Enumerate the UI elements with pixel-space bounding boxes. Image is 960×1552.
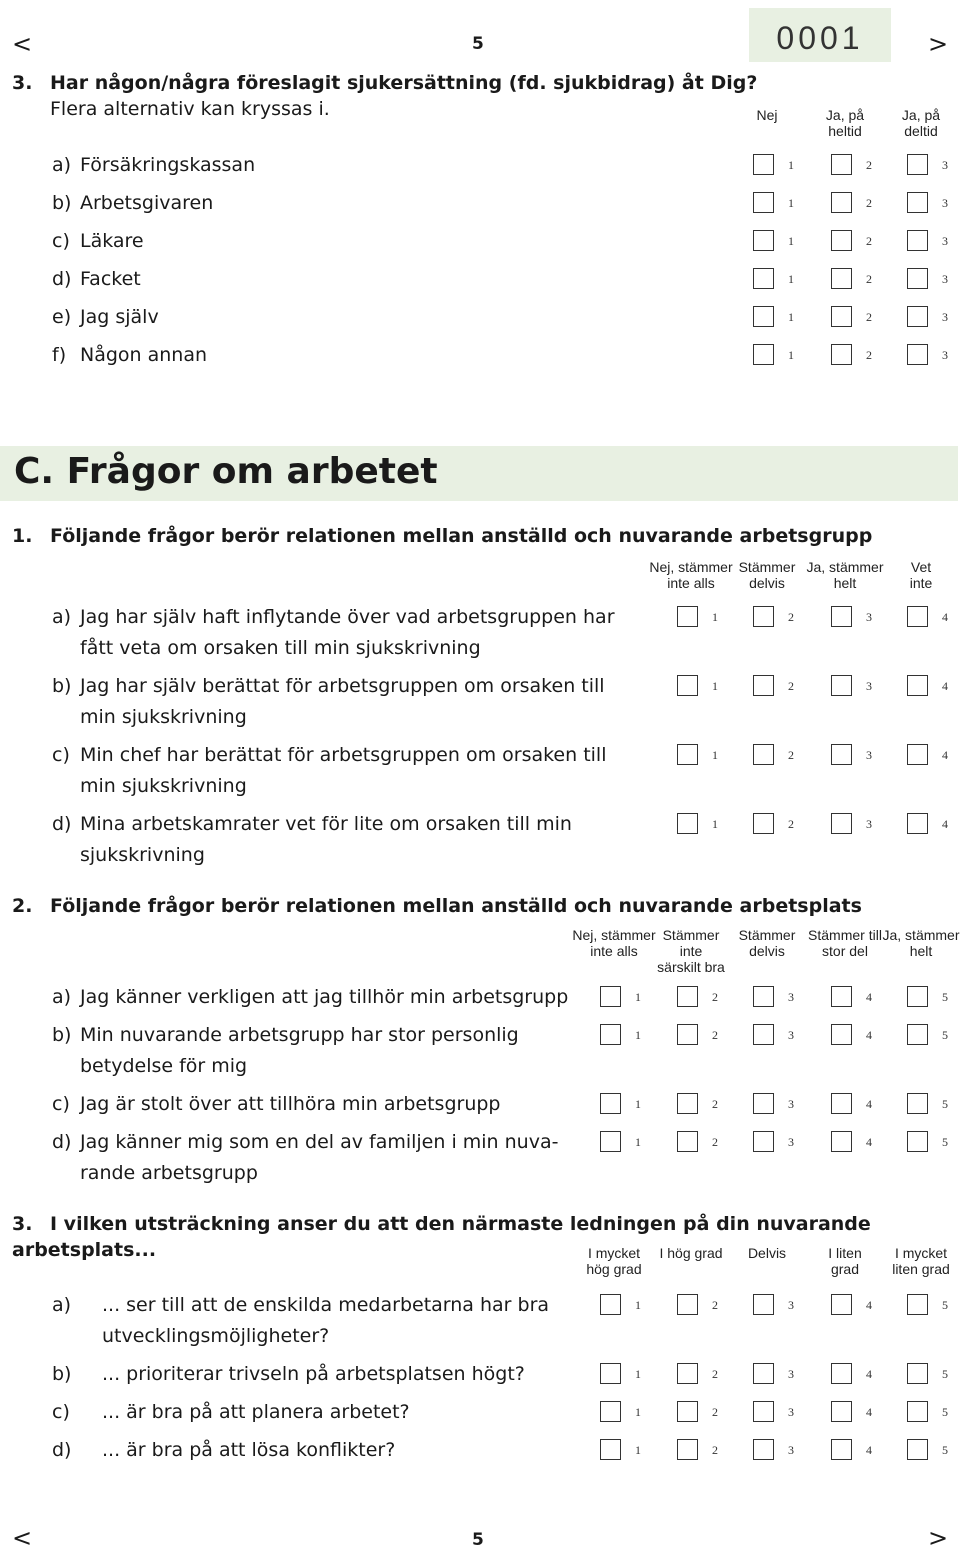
q3-col-header-line: I hög grad <box>659 1245 723 1261</box>
q2-option-number: 5 <box>942 1028 948 1042</box>
q3top-item-f <box>52 340 652 371</box>
q2-option-number: 2 <box>712 1028 718 1042</box>
q1-option-number: 2 <box>788 610 794 624</box>
q2-item-b-option-1-checkbox[interactable] <box>600 1024 621 1045</box>
q3-item-d-option-1-checkbox[interactable] <box>600 1439 621 1460</box>
q2-item-text: Min nuvarande arbetsgrupp har stor personlig <box>80 1024 519 1046</box>
q1-item-d-option-2-checkbox[interactable] <box>753 813 774 834</box>
q2-item-a <box>52 982 592 1013</box>
q1-option-number: 3 <box>866 748 872 762</box>
q2-item-text: betydelse för mig <box>80 1055 248 1077</box>
q1-col-header-line: inte alls <box>667 575 715 591</box>
q1-option-number: 4 <box>942 610 948 624</box>
q2-item-b-option-5-checkbox[interactable] <box>907 1024 928 1045</box>
q3top-item-e-option-1-checkbox[interactable] <box>753 306 774 327</box>
q1-item-text: Jag har själv berättat för arbetsgruppen om orsaken till <box>80 675 605 697</box>
q3-item-d-option-3-checkbox[interactable] <box>753 1439 774 1460</box>
q3-item-label: a) <box>52 1294 72 1316</box>
prev-page-arrow-bottom[interactable]: < <box>12 1524 33 1552</box>
q1-col-header-line: Vet <box>910 559 932 575</box>
q3-item-b-option-5-checkbox[interactable] <box>907 1363 928 1384</box>
q3top-item-a-option-2-checkbox[interactable] <box>831 154 852 175</box>
q2-item-d <box>52 1127 592 1189</box>
page-number-top: 5 <box>472 34 484 54</box>
q2-option-number: 2 <box>712 1097 718 1111</box>
q2-item-b-option-3-checkbox[interactable] <box>753 1024 774 1045</box>
q1-item-c-option-1-checkbox[interactable] <box>677 744 698 765</box>
q1-item-c-option-4-checkbox[interactable] <box>907 744 928 765</box>
q3top-col-header-line: Ja, på <box>825 107 865 123</box>
q3-col-header-line: Delvis <box>747 1245 787 1261</box>
q3-col-header-line: grad <box>830 1261 860 1277</box>
q3-item-text: utvecklingsmöjligheter? <box>102 1325 330 1347</box>
q3-item-c-option-5-checkbox[interactable] <box>907 1401 928 1422</box>
q3-item-d <box>52 1435 592 1466</box>
q2-option-number: 3 <box>788 1097 794 1111</box>
q3-item-c-option-4-checkbox[interactable] <box>831 1401 852 1422</box>
q2-item-d-option-1-checkbox[interactable] <box>600 1131 621 1152</box>
q3-item-text: ... är bra på att lösa konflikter? <box>102 1439 396 1461</box>
q1-item-d <box>52 809 652 871</box>
q3-option-number: 5 <box>942 1443 948 1457</box>
q3-option-number: 1 <box>635 1405 641 1419</box>
q3-item-a-option-1-checkbox[interactable] <box>600 1294 621 1315</box>
q1-option-number: 4 <box>942 817 948 831</box>
q3-option-number: 2 <box>712 1405 718 1419</box>
q3-item-c-option-2-checkbox[interactable] <box>677 1401 698 1422</box>
q2-option-number: 3 <box>788 1028 794 1042</box>
q3-item-text: ... är bra på att planera arbetet? <box>102 1401 410 1423</box>
q3top-item-a <box>52 150 652 181</box>
q3-col-header-line: I liten <box>828 1245 862 1261</box>
q3-option-number: 3 <box>788 1443 794 1457</box>
q2-option-number: 3 <box>788 1135 794 1149</box>
q3-col-header-line: hög grad <box>586 1261 642 1277</box>
q2-option-number: 5 <box>942 1097 948 1111</box>
q3-item-text: ... ser till att de enskilda medarbetarna har bra <box>102 1294 550 1316</box>
q2-option-number: 1 <box>635 1028 641 1042</box>
q3-option-number: 1 <box>635 1443 641 1457</box>
q3-col-header-line: liten grad <box>892 1261 950 1277</box>
q3-item-c <box>52 1397 592 1428</box>
q1-option-number: 4 <box>942 679 948 693</box>
q3top-item-a-option-3-checkbox[interactable] <box>907 154 928 175</box>
q1-item-text: min sjukskrivning <box>80 775 247 797</box>
q1-item-a-option-1-checkbox[interactable] <box>677 606 698 627</box>
q2-item-text: rande arbetsgrupp <box>80 1162 258 1184</box>
q2-item-text: Jag känner verkligen att jag tillhör min arbetsgrupp <box>80 986 569 1008</box>
q3-item-text: ... prioriterar trivseln på arbetsplatsen högt? <box>102 1363 525 1385</box>
q1-option-number: 1 <box>712 817 718 831</box>
q3top-option-number: 1 <box>788 196 794 210</box>
page-number-bottom: 5 <box>472 1530 484 1550</box>
q1-item-b <box>52 671 652 733</box>
q3-option-number: 2 <box>712 1367 718 1381</box>
q1-item-a-option-4-checkbox[interactable] <box>907 606 928 627</box>
q2-item-a-option-3-checkbox[interactable] <box>753 986 774 1007</box>
q2-title <box>12 893 862 919</box>
q3top-item-text: Arbetsgivaren <box>80 192 214 214</box>
q1-item-a <box>52 602 652 664</box>
q3top-col-header-line: Ja, på <box>901 107 941 123</box>
q1-option-number: 3 <box>866 679 872 693</box>
q1-item-text: Min chef har berättat för arbetsgruppen om orsaken till <box>80 744 607 766</box>
q3-item-a-option-2-checkbox[interactable] <box>677 1294 698 1315</box>
q2-item-c-option-3-checkbox[interactable] <box>753 1093 774 1114</box>
q2-col-header-line: särskilt bra <box>657 959 725 975</box>
q2-col-header-line: helt <box>909 943 933 959</box>
q1-item-b-option-4-checkbox[interactable] <box>907 675 928 696</box>
q2-option-number: 4 <box>866 1135 872 1149</box>
q3top-option-number: 3 <box>942 158 948 172</box>
q1-item-text: fått veta om orsaken till min sjukskrivning <box>80 637 481 659</box>
q1-col-header-4 <box>861 559 960 591</box>
section-c-title: C. Frågor om arbetet <box>14 451 438 492</box>
q1-item-text: min sjukskrivning <box>80 706 247 728</box>
q3-item-b-option-1-checkbox[interactable] <box>600 1363 621 1384</box>
q2-item-text: Jag är stolt över att tillhöra min arbetsgrupp <box>80 1093 501 1115</box>
q2-option-number: 5 <box>942 990 948 1004</box>
q3top-option-number: 2 <box>866 234 872 248</box>
q3top-item-e <box>52 302 652 333</box>
q3top-item-label: d) <box>52 268 72 290</box>
q3top-item-b-option-1-checkbox[interactable] <box>753 192 774 213</box>
q3top-option-number: 2 <box>866 310 872 324</box>
q3top-option-number: 1 <box>788 158 794 172</box>
q1-item-c-option-3-checkbox[interactable] <box>831 744 852 765</box>
q3-item-b-option-2-checkbox[interactable] <box>677 1363 698 1384</box>
q1-item-b-option-1-checkbox[interactable] <box>677 675 698 696</box>
q2-item-d-option-2-checkbox[interactable] <box>677 1131 698 1152</box>
q3top-option-number: 2 <box>866 158 872 172</box>
q1-option-number: 3 <box>866 610 872 624</box>
q3top-item-label: a) <box>52 154 72 176</box>
q1-item-label: d) <box>52 813 72 835</box>
q1-item-c <box>52 740 652 802</box>
q2-col-header-line: Nej, stämmer <box>572 927 656 943</box>
q3-option-number: 3 <box>788 1298 794 1312</box>
q3top-item-b-option-2-checkbox[interactable] <box>831 192 852 213</box>
q2-col-header-line: Stämmer <box>738 927 796 943</box>
q1-col-header-line: Nej, stämmer <box>649 559 733 575</box>
q2-col-header-line: Ja, stämmer <box>882 927 960 943</box>
q1-option-number: 4 <box>942 748 948 762</box>
q2-item-label: b) <box>52 1024 72 1046</box>
q3-col-header-line: I mycket <box>587 1245 641 1261</box>
q2-item-b-option-2-checkbox[interactable] <box>677 1024 698 1045</box>
q1-item-d-option-3-checkbox[interactable] <box>831 813 852 834</box>
q3top-title <box>12 70 757 96</box>
q3-col-header-5 <box>861 1245 960 1277</box>
q3-item-c-option-3-checkbox[interactable] <box>753 1401 774 1422</box>
q3-number: 3. <box>12 1213 33 1235</box>
q3top-item-label: b) <box>52 192 72 214</box>
q2-item-text: Jag känner mig som en del av familjen i min nuva- <box>80 1131 559 1153</box>
q3top-item-text: Jag själv <box>80 306 159 328</box>
q3-item-a <box>52 1290 592 1352</box>
q2-option-number: 4 <box>866 1097 872 1111</box>
q2-item-b-option-4-checkbox[interactable] <box>831 1024 852 1045</box>
q3-item-label: d) <box>52 1439 72 1461</box>
q3-item-c-option-1-checkbox[interactable] <box>600 1401 621 1422</box>
form-code: 0001 <box>776 20 864 56</box>
q3-option-number: 1 <box>635 1367 641 1381</box>
q3-item-d-option-5-checkbox[interactable] <box>907 1439 928 1460</box>
q2-option-number: 1 <box>635 1097 641 1111</box>
q3top-option-number: 2 <box>866 272 872 286</box>
q3top-item-e-option-3-checkbox[interactable] <box>907 306 928 327</box>
q1-option-number: 2 <box>788 679 794 693</box>
q2-col-header-line: delvis <box>749 943 785 959</box>
q1-item-text: sjukskrivning <box>80 844 205 866</box>
q1-item-text: Mina arbetskamrater vet för lite om orsaken till min <box>80 813 572 835</box>
q1-title <box>12 523 872 549</box>
q3-item-a-option-5-checkbox[interactable] <box>907 1294 928 1315</box>
q2-option-number: 5 <box>942 1135 948 1149</box>
q2-item-label: d) <box>52 1131 72 1153</box>
q2-item-a-option-2-checkbox[interactable] <box>677 986 698 1007</box>
q3top-option-number: 2 <box>866 196 872 210</box>
q2-option-number: 1 <box>635 1135 641 1149</box>
q1-item-a-option-3-checkbox[interactable] <box>831 606 852 627</box>
next-page-arrow[interactable]: > <box>928 30 949 58</box>
q1-title-text: Följande frågor berör relationen mellan anställd och nuvarande arbetsgrupp <box>50 525 873 547</box>
q2-item-a-option-5-checkbox[interactable] <box>907 986 928 1007</box>
q3top-item-text: Facket <box>80 268 141 290</box>
q3top-subtitle: Flera alternativ kan kryssas i. <box>50 98 330 120</box>
q3top-col-header-3 <box>861 107 960 139</box>
q2-item-c-option-4-checkbox[interactable] <box>831 1093 852 1114</box>
q2-item-b <box>52 1020 592 1082</box>
q2-col-header-5 <box>861 927 960 959</box>
q2-number: 2. <box>12 895 33 917</box>
q3top-option-number: 3 <box>942 272 948 286</box>
q2-item-c-option-5-checkbox[interactable] <box>907 1093 928 1114</box>
q3top-col-header-line: Nej <box>756 107 778 123</box>
q3-item-d-option-4-checkbox[interactable] <box>831 1439 852 1460</box>
q3top-item-b-option-3-checkbox[interactable] <box>907 192 928 213</box>
q3top-option-number: 1 <box>788 310 794 324</box>
q2-col-header-line: Stämmer till <box>808 927 882 943</box>
q3top-item-label: f) <box>52 344 67 366</box>
q1-number: 1. <box>12 525 33 547</box>
q1-item-c-option-2-checkbox[interactable] <box>753 744 774 765</box>
q1-item-a-option-2-checkbox[interactable] <box>753 606 774 627</box>
q2-col-header-line: Stämmer <box>662 927 720 943</box>
q3-item-a-option-4-checkbox[interactable] <box>831 1294 852 1315</box>
q3-option-number: 5 <box>942 1367 948 1381</box>
q2-item-d-option-3-checkbox[interactable] <box>753 1131 774 1152</box>
next-page-arrow-bottom[interactable]: > <box>928 1524 949 1552</box>
q2-option-number: 1 <box>635 990 641 1004</box>
q1-option-number: 1 <box>712 610 718 624</box>
q3top-item-c <box>52 226 652 257</box>
q2-item-c-option-1-checkbox[interactable] <box>600 1093 621 1114</box>
q3top-option-number: 1 <box>788 348 794 362</box>
q2-col-header-line: inte alls <box>590 943 638 959</box>
q1-item-b-option-2-checkbox[interactable] <box>753 675 774 696</box>
q3-option-number: 3 <box>788 1367 794 1381</box>
q3top-item-text: Läkare <box>80 230 144 252</box>
q2-option-number: 4 <box>866 990 872 1004</box>
q3top-item-b <box>52 188 652 219</box>
q2-option-number: 4 <box>866 1028 872 1042</box>
q1-col-header-line: Stämmer <box>738 559 796 575</box>
q3top-item-d <box>52 264 652 295</box>
q3-option-number: 4 <box>866 1405 872 1419</box>
q3-option-number: 2 <box>712 1443 718 1457</box>
q3-col-header-line: I mycket <box>894 1245 948 1261</box>
q2-item-d-option-4-checkbox[interactable] <box>831 1131 852 1152</box>
q3top-option-number: 3 <box>942 310 948 324</box>
q2-item-a-option-1-checkbox[interactable] <box>600 986 621 1007</box>
q3top-item-d-option-3-checkbox[interactable] <box>907 268 928 289</box>
q3top-col-header-line: heltid <box>828 123 862 139</box>
q3top-item-text: Någon annan <box>80 344 208 366</box>
q2-item-d-option-5-checkbox[interactable] <box>907 1131 928 1152</box>
prev-page-arrow[interactable]: < <box>12 30 33 58</box>
q1-col-header-line: Ja, stämmer <box>806 559 884 575</box>
q2-item-c-option-2-checkbox[interactable] <box>677 1093 698 1114</box>
q2-item-label: c) <box>52 1093 70 1115</box>
q3top-option-number: 3 <box>942 196 948 210</box>
q2-option-number: 2 <box>712 1135 718 1149</box>
q1-item-b-option-3-checkbox[interactable] <box>831 675 852 696</box>
q3-item-d-option-2-checkbox[interactable] <box>677 1439 698 1460</box>
q3top-option-number: 1 <box>788 272 794 286</box>
q2-option-number: 3 <box>788 990 794 1004</box>
q1-option-number: 2 <box>788 817 794 831</box>
q3top-item-label: c) <box>52 230 70 252</box>
q2-item-c <box>52 1089 592 1120</box>
q3-option-number: 5 <box>942 1405 948 1419</box>
q3top-item-a-option-1-checkbox[interactable] <box>753 154 774 175</box>
q1-col-header-line: inte <box>909 575 933 591</box>
q1-option-number: 1 <box>712 748 718 762</box>
q2-option-number: 2 <box>712 990 718 1004</box>
q1-col-header-line: delvis <box>749 575 785 591</box>
q2-col-header-line: inte <box>679 943 703 959</box>
q2-title-text: Följande frågor berör relationen mellan anställd och nuvarande arbetsplats <box>50 895 862 917</box>
q1-item-label: a) <box>52 606 72 628</box>
q3-item-b-option-3-checkbox[interactable] <box>753 1363 774 1384</box>
q1-option-number: 3 <box>866 817 872 831</box>
q1-item-d-option-4-checkbox[interactable] <box>907 813 928 834</box>
q3-title-text: I vilken utsträckning anser du att den närmaste ledningen på din nuvarande arbetsplats... <box>12 1213 871 1261</box>
q3top-item-f-option-2-checkbox[interactable] <box>831 344 852 365</box>
q3top-item-c-option-1-checkbox[interactable] <box>753 230 774 251</box>
q3top-item-f-option-3-checkbox[interactable] <box>907 344 928 365</box>
q1-option-number: 1 <box>712 679 718 693</box>
q3top-item-d-option-1-checkbox[interactable] <box>753 268 774 289</box>
q3-option-number: 1 <box>635 1298 641 1312</box>
q3-option-number: 4 <box>866 1443 872 1457</box>
q3-option-number: 2 <box>712 1298 718 1312</box>
q2-item-label: a) <box>52 986 72 1008</box>
q3-item-b <box>52 1359 592 1390</box>
q3-option-number: 3 <box>788 1405 794 1419</box>
q2-item-a-option-4-checkbox[interactable] <box>831 986 852 1007</box>
q3top-number: 3. <box>12 72 33 94</box>
q3top-item-c-option-3-checkbox[interactable] <box>907 230 928 251</box>
q3top-title-text: Har någon/några föreslagit sjukersättning (fd. sjukbidrag) åt Dig? <box>50 72 758 94</box>
q3-option-number: 5 <box>942 1298 948 1312</box>
q3top-col-header-line: deltid <box>904 123 938 139</box>
q3top-item-label: e) <box>52 306 72 328</box>
q1-item-label: c) <box>52 744 70 766</box>
q3top-option-number: 3 <box>942 348 948 362</box>
q1-option-number: 2 <box>788 748 794 762</box>
q3-item-b-option-4-checkbox[interactable] <box>831 1363 852 1384</box>
q3-option-number: 4 <box>866 1298 872 1312</box>
q1-item-label: b) <box>52 675 72 697</box>
q3-item-a-option-3-checkbox[interactable] <box>753 1294 774 1315</box>
q3top-item-text: Försäkringskassan <box>80 154 256 176</box>
q3top-item-f-option-1-checkbox[interactable] <box>753 344 774 365</box>
q3-item-label: c) <box>52 1401 70 1423</box>
section-c-header <box>0 446 958 501</box>
q3top-option-number: 1 <box>788 234 794 248</box>
q2-col-header-line: stor del <box>822 943 868 959</box>
q1-item-d-option-1-checkbox[interactable] <box>677 813 698 834</box>
q1-item-text: Jag har själv haft inflytande över vad arbetsgruppen har <box>80 606 615 628</box>
q3top-item-c-option-2-checkbox[interactable] <box>831 230 852 251</box>
form-code-box <box>749 8 891 62</box>
q1-col-header-line: helt <box>833 575 857 591</box>
q3-item-label: b) <box>52 1363 72 1385</box>
q3top-option-number: 3 <box>942 234 948 248</box>
q3top-item-e-option-2-checkbox[interactable] <box>831 306 852 327</box>
q3top-option-number: 2 <box>866 348 872 362</box>
q3top-item-d-option-2-checkbox[interactable] <box>831 268 852 289</box>
q3-option-number: 4 <box>866 1367 872 1381</box>
